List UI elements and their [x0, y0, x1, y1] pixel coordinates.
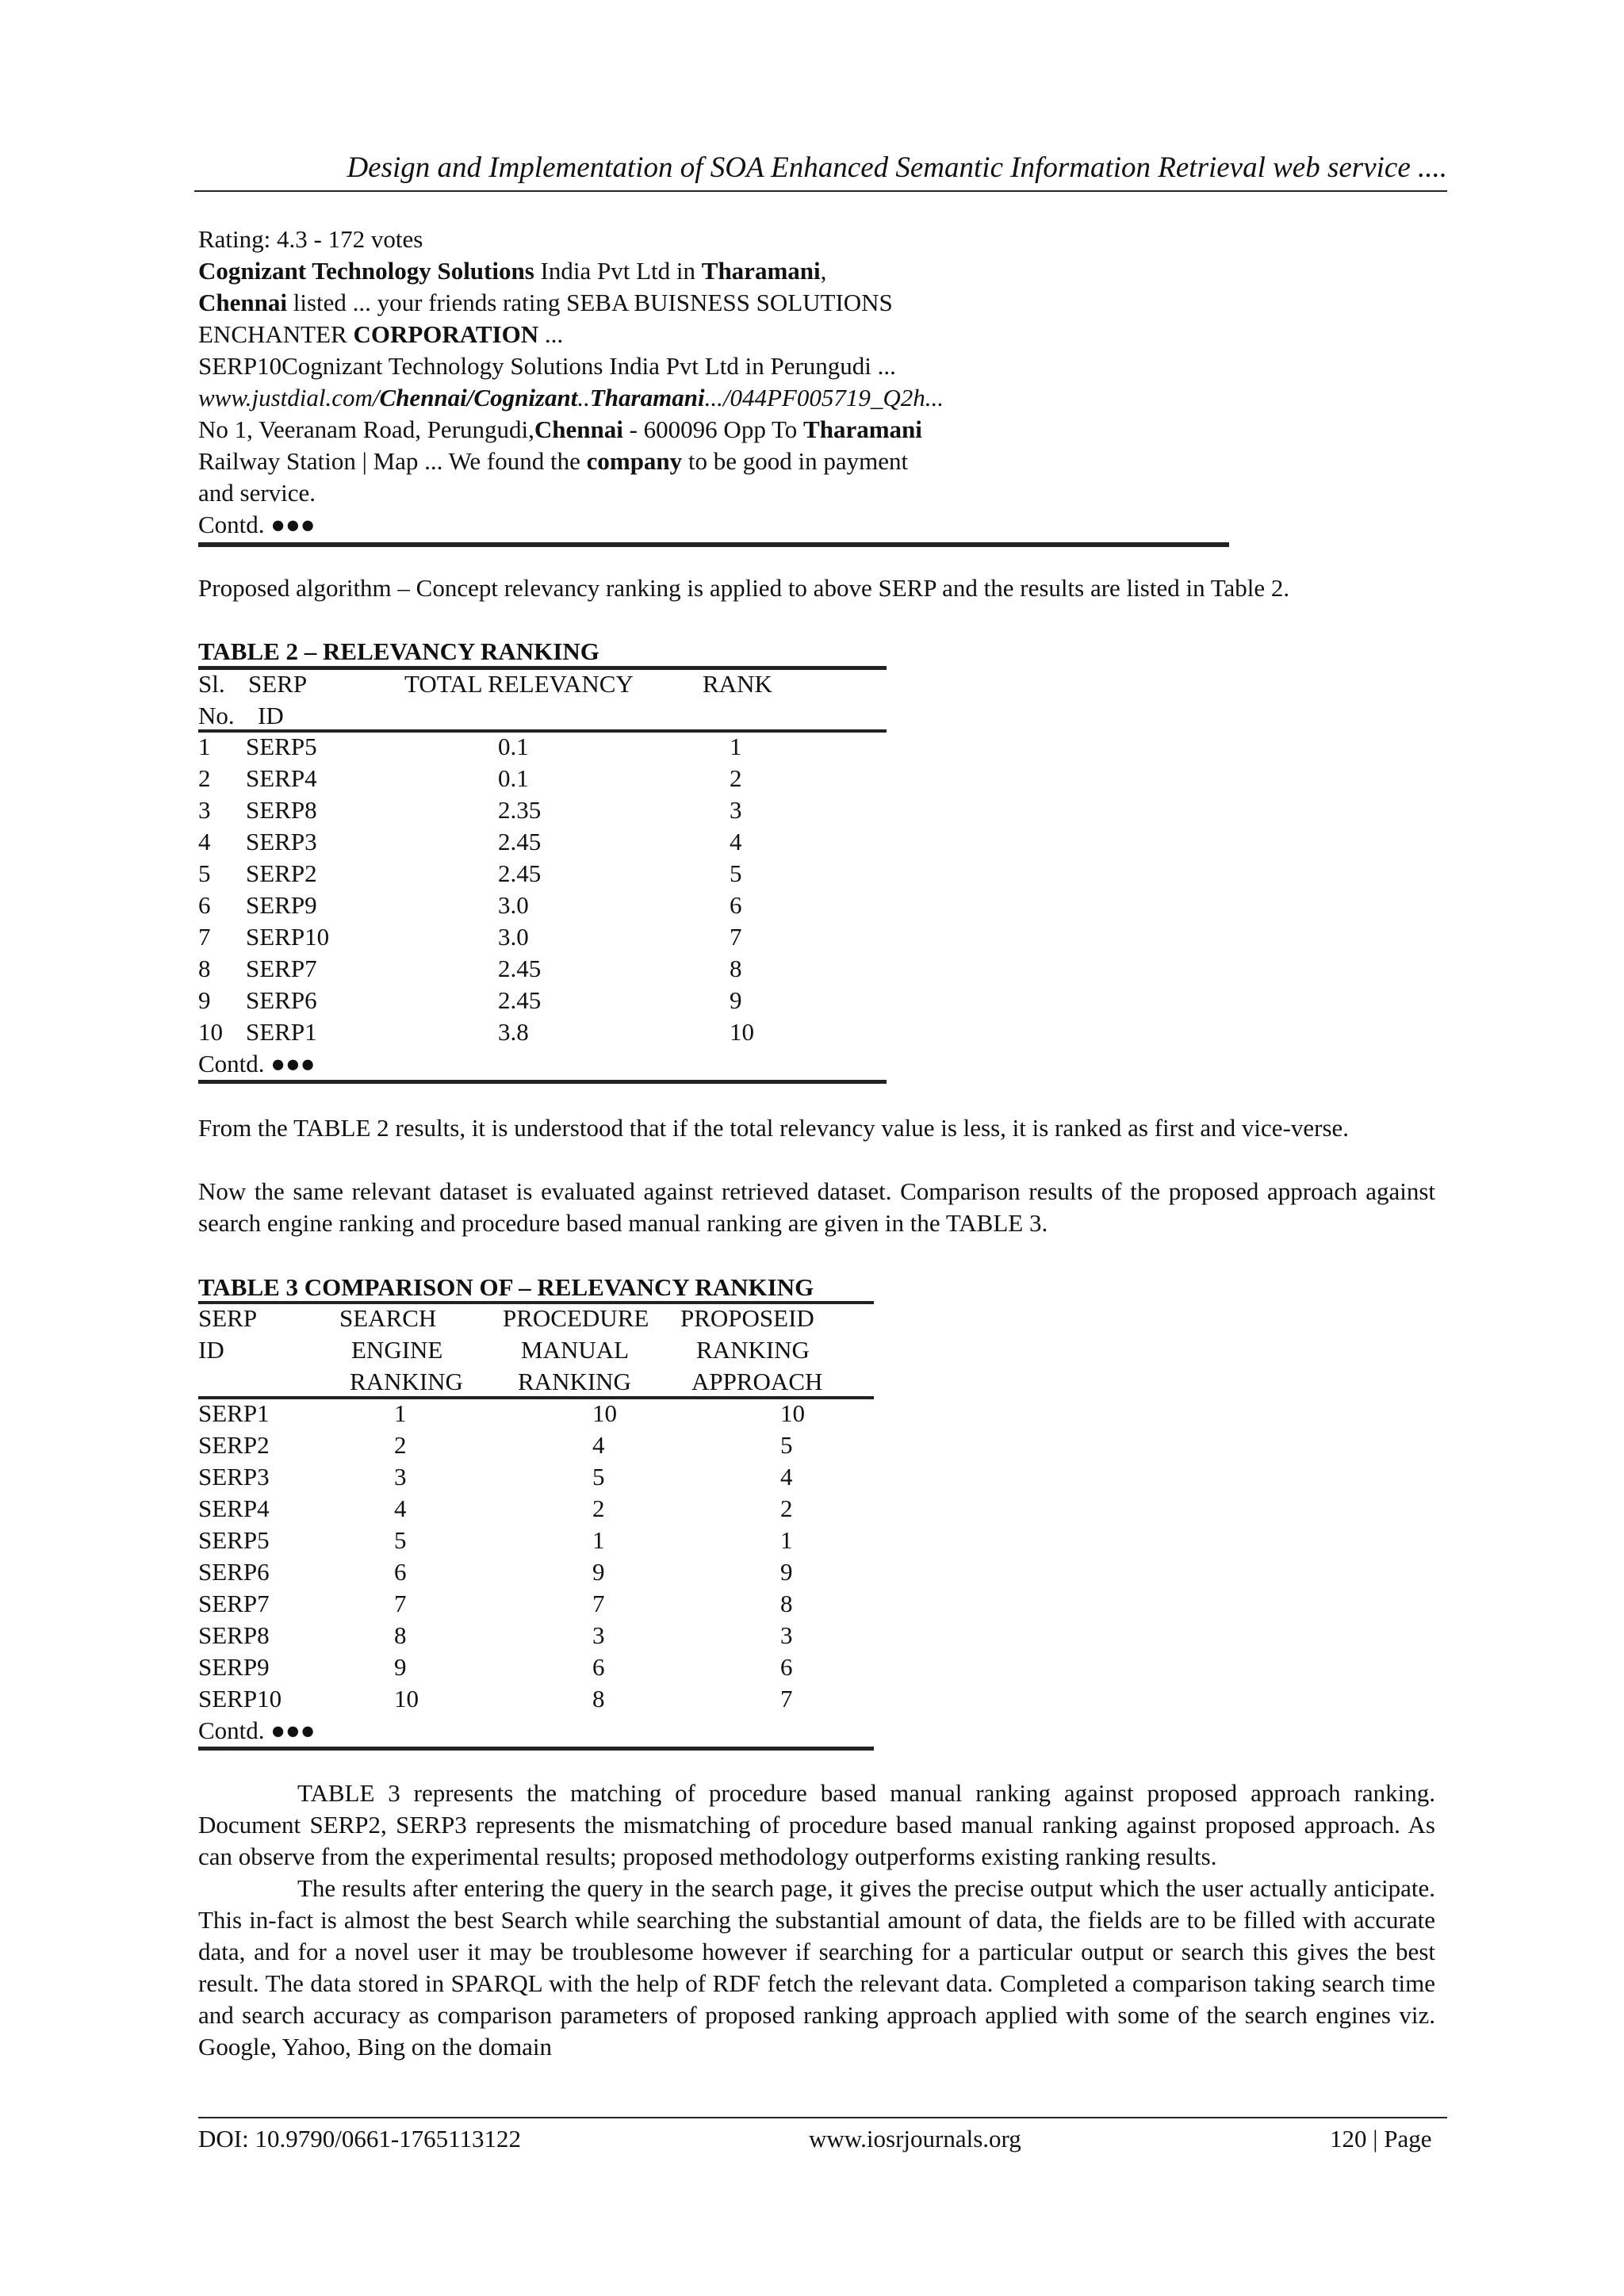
- table2-cell-rank: 5: [730, 859, 742, 887]
- table2-cell-relevancy: 2.45: [498, 986, 542, 1014]
- table3-cell-manual: 2: [592, 1494, 605, 1522]
- table2-cell-sl: 5: [198, 859, 211, 887]
- table2-cell-serp: SERP4: [246, 764, 317, 792]
- table2-cell-relevancy: 3.0: [498, 891, 529, 919]
- table2-cell-serp: SERP5: [246, 733, 317, 760]
- table2-cell-serp: SERP2: [246, 859, 317, 887]
- table2-cell-rank: 4: [730, 828, 742, 855]
- table3-cell-search-engine: 8: [394, 1621, 407, 1649]
- text: No 1, Veeranam Road, Perungudi,: [198, 415, 534, 443]
- table2-cell-relevancy: 0.1: [498, 764, 529, 792]
- text: ...: [538, 320, 564, 348]
- text: - 600096 Opp To: [622, 415, 804, 443]
- table2-cell-sl: 10: [198, 1018, 223, 1046]
- bold-text: Chennai: [534, 415, 623, 443]
- table2-cell-rank: 3: [730, 796, 742, 824]
- header-rule: [194, 190, 1447, 192]
- table2-cell-rank: 7: [730, 923, 742, 951]
- text: to be good in payment: [682, 447, 909, 475]
- table3-cell-search-engine: 7: [394, 1590, 407, 1617]
- table3-bottom-rule: [198, 1747, 874, 1751]
- text: .../044PF005719_Q2h...: [704, 384, 944, 411]
- table3-header-proposeid: PROPOSEID: [680, 1304, 814, 1332]
- table2-caption: TABLE 2 – RELEVANCY RANKING: [198, 637, 599, 665]
- table2-cell-relevancy: 0.1: [498, 733, 529, 760]
- table3-caption: TABLE 3 COMPARISON OF – RELEVANCY RANKING: [198, 1273, 814, 1301]
- bold-text: Tharamani: [701, 257, 821, 285]
- table2-header-serp: SERP: [248, 670, 308, 698]
- table2-cell-relevancy: 2.35: [498, 796, 542, 824]
- table3-header-serp: SERP: [198, 1304, 258, 1332]
- table2-header-no: No.: [198, 702, 235, 729]
- table3-cell-search-engine: 10: [394, 1685, 419, 1712]
- table3-header-search: SEARCH: [339, 1304, 437, 1332]
- text: ..: [577, 384, 590, 411]
- table2-cell-rank: 8: [730, 955, 742, 982]
- table2-cell-serp: SERP1: [246, 1018, 317, 1046]
- table2-cell-rank: 2: [730, 764, 742, 792]
- serp-end-rule: [198, 542, 1229, 547]
- table3-header-manual: MANUAL: [521, 1336, 630, 1364]
- table2-header-sl: Sl.: [198, 670, 225, 698]
- table3-cell-search-engine: 4: [394, 1494, 407, 1522]
- table2-header-rank: RANK: [703, 670, 772, 698]
- table3-cell-search-engine: 2: [394, 1431, 407, 1459]
- table2-cell-serp: SERP6: [246, 986, 317, 1014]
- table3-cell-serp: SERP1: [198, 1399, 270, 1427]
- table3-cell-serp: SERP9: [198, 1653, 270, 1681]
- text: ENCHANTER: [198, 320, 354, 348]
- serp-rating: Rating: 4.3 - 172 votes: [198, 225, 423, 253]
- table2-cell-relevancy: 3.0: [498, 923, 529, 951]
- text: Railway Station | Map ... We found the: [198, 447, 587, 475]
- bold-text: Chennai/Cognizant: [379, 384, 578, 411]
- table2-cell-sl: 6: [198, 891, 211, 919]
- table2-cell-serp: SERP9: [246, 891, 317, 919]
- table3-cell-proposed: 2: [780, 1494, 793, 1522]
- text: ,: [820, 257, 827, 285]
- para-results: The results after entering the query in the search page, it gives the precise output which the user actually anticipate. This in-fact is almost the best Search while searching the substantial amount of data, the fields are to be filled with accurate data, and for a novel user it may be troublesome however if searching for a particular output or search this gives the best result. The data stored in SPARQL with the help of RDF fetch the relevant data. Completed a comparison taking search time and search accuracy as comparison parameters of proposed ranking approach applied with some of the search engines viz. Google, Yahoo, Bing on the domain: [198, 1874, 1435, 2061]
- table2-cell-sl: 3: [198, 796, 211, 824]
- table3-cell-serp: SERP2: [198, 1431, 270, 1459]
- table2-bottom-rule: [198, 1080, 887, 1084]
- serp-contd: Contd. ●●●: [198, 511, 316, 538]
- serp-line-1: [198, 255, 826, 287]
- table3-cell-proposed: 4: [780, 1463, 793, 1490]
- table2-cell-rank: 6: [730, 891, 742, 919]
- table3-cell-serp: SERP4: [198, 1494, 270, 1522]
- serp-line-6: [198, 414, 922, 446]
- para-table3: TABLE 3 represents the matching of procedure based manual ranking against proposed approach ranking. Document SERP2, SERP3 represents the mismatching of procedure based manual ranking against proposed approach. As can observe from the experimental results; proposed methodology outperforms existing ranking results.: [198, 1779, 1435, 1870]
- table3-header-ranking-2: RANKING: [518, 1368, 631, 1395]
- table2-cell-sl: 2: [198, 764, 211, 792]
- bold-text: Cognizant Technology Solutions: [198, 257, 534, 285]
- serp-line-7: [198, 446, 908, 477]
- footer-doi: DOI: 10.9790/0661-1765113122: [198, 2125, 521, 2152]
- bold-text: company: [586, 447, 683, 475]
- table3-cell-serp: SERP7: [198, 1590, 270, 1617]
- table3-cell-proposed: 8: [780, 1590, 793, 1617]
- table3-header-ranking-3: RANKING: [696, 1336, 810, 1364]
- table3-cell-proposed: 9: [780, 1558, 793, 1586]
- serp-url: [198, 382, 944, 414]
- bold-text: CORPORATION: [353, 320, 539, 348]
- table3-cell-proposed: 7: [780, 1685, 793, 1712]
- table3-cell-manual: 1: [592, 1526, 605, 1554]
- table3-cell-search-engine: 3: [394, 1463, 407, 1490]
- table3-header-procedure: PROCEDURE: [503, 1304, 649, 1332]
- table3-cell-search-engine: 6: [394, 1558, 407, 1586]
- table2-cell-rank: 1: [730, 733, 742, 760]
- footer-site: www.iosrjournals.org: [809, 2125, 1021, 2152]
- bold-text: Chennai: [198, 289, 287, 316]
- para-now: Now the same relevant dataset is evaluated against retrieved dataset. Comparison results of the proposed approach against search engine ranking and procedure based manual ranking are given in the TABLE 3.: [198, 1177, 1435, 1237]
- table3-cell-serp: SERP5: [198, 1526, 270, 1554]
- table2-cell-sl: 8: [198, 955, 211, 982]
- table3-cell-manual: 10: [592, 1399, 617, 1427]
- table3-cell-serp: SERP8: [198, 1621, 270, 1649]
- para-proposed: Proposed algorithm – Concept relevancy ranking is applied to above SERP and the results are listed in Table 2.: [198, 574, 1290, 602]
- table2-cell-serp: SERP8: [246, 796, 317, 824]
- table3-cell-search-engine: 5: [394, 1526, 407, 1554]
- table3-cell-serp: SERP10: [198, 1685, 282, 1712]
- table3-header-ranking: RANKING: [350, 1368, 463, 1395]
- table3-header-rule: [198, 1396, 874, 1399]
- table2-header-total-relevancy: TOTAL RELEVANCY: [404, 670, 634, 698]
- text: India Pvt Ltd in: [534, 257, 702, 285]
- table2-cell-relevancy: 2.45: [498, 955, 542, 982]
- table2-cell-relevancy: 2.45: [498, 828, 542, 855]
- table3-cell-search-engine: 1: [394, 1399, 407, 1427]
- serp-line-3: [198, 319, 563, 350]
- serp-line-4: SERP10Cognizant Technology Solutions India Pvt Ltd in Perungudi ...: [198, 352, 896, 380]
- table2-cell-relevancy: 2.45: [498, 859, 542, 887]
- table3-header-engine: ENGINE: [351, 1336, 443, 1364]
- table3-cell-serp: SERP3: [198, 1463, 270, 1490]
- text: www.justdial.com/: [198, 384, 380, 411]
- table2-cell-sl: 1: [198, 733, 211, 760]
- table3-header-id: ID: [198, 1336, 224, 1364]
- table3-cell-search-engine: 9: [394, 1653, 407, 1681]
- table3-cell-proposed: 3: [780, 1621, 793, 1649]
- footer-rule: [198, 2117, 1447, 2118]
- table3-cell-manual: 4: [592, 1431, 605, 1459]
- table3-contd: Contd. ●●●: [198, 1716, 316, 1744]
- table2-cell-serp: SERP10: [246, 923, 330, 951]
- table2-header-id: ID: [258, 702, 284, 729]
- bold-text: Tharamani: [589, 384, 705, 411]
- table2-cell-rank: 10: [730, 1018, 754, 1046]
- table3-header-approach: APPROACH: [691, 1368, 823, 1395]
- table3-cell-proposed: 5: [780, 1431, 793, 1459]
- table2-cell-sl: 7: [198, 923, 211, 951]
- table3-cell-manual: 7: [592, 1590, 605, 1617]
- table3-cell-proposed: 10: [780, 1399, 805, 1427]
- footer-page: 120 | Page: [1330, 2125, 1432, 2152]
- table2-cell-serp: SERP7: [246, 955, 317, 982]
- table2-contd: Contd. ●●●: [198, 1050, 316, 1077]
- paragraph-block: [198, 1777, 1435, 2063]
- para-from-table2: From the TABLE 2 results, it is understood that if the total relevancy value is less, it is ranked as first and vice-verse.: [198, 1114, 1350, 1142]
- running-header: Design and Implementation of SOA Enhanced Semantic Information Retrieval web service ....: [347, 151, 1447, 184]
- table2-cell-relevancy: 3.8: [498, 1018, 529, 1046]
- table3-cell-manual: 6: [592, 1653, 605, 1681]
- serp-line-2: [198, 287, 893, 319]
- table2-cell-serp: SERP3: [246, 828, 317, 855]
- table3-cell-manual: 5: [592, 1463, 605, 1490]
- bold-text: Tharamani: [803, 415, 922, 443]
- table3-cell-manual: 8: [592, 1685, 605, 1712]
- text: listed ... your friends rating SEBA BUISNESS SOLUTIONS: [286, 289, 893, 316]
- table3-cell-manual: 3: [592, 1621, 605, 1649]
- table2-cell-rank: 9: [730, 986, 742, 1014]
- table3-cell-proposed: 6: [780, 1653, 793, 1681]
- table2-cell-sl: 9: [198, 986, 211, 1014]
- table3-cell-serp: SERP6: [198, 1558, 270, 1586]
- table2-cell-sl: 4: [198, 828, 211, 855]
- serp-line-8: and service.: [198, 479, 316, 507]
- table3-cell-manual: 9: [592, 1558, 605, 1586]
- table3-cell-proposed: 1: [780, 1526, 793, 1554]
